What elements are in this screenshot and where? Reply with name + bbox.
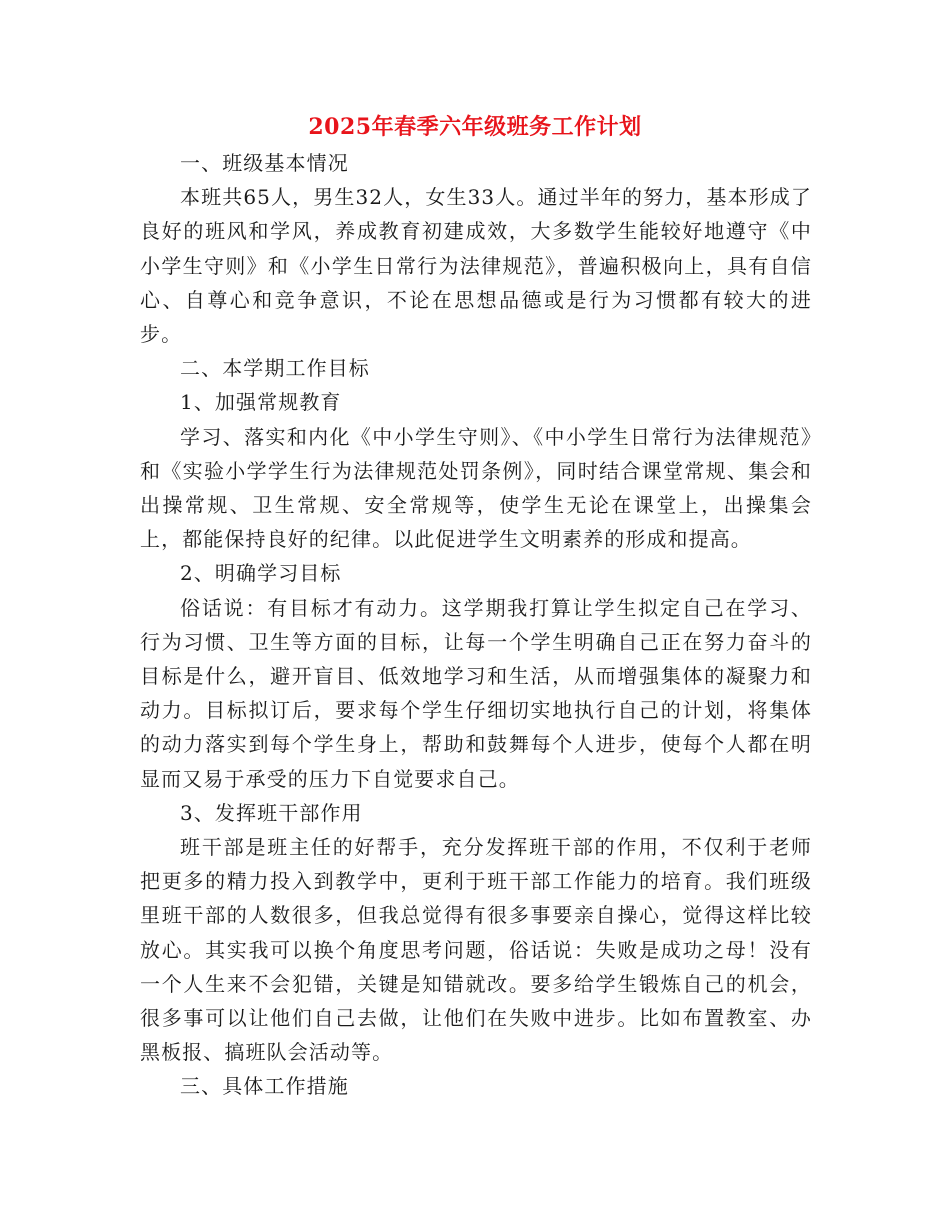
section-heading-class-situation: 一、班级基本情况 [180,151,349,175]
paragraph-routine-education: 学习、落实和内化《中小学生守则》、《中小学生日常行为法律规范》和《实验小学学生行为法律规范处罚条例》，同时结合课堂常规、集会和出操常规、卫生常规、安全常规等，使学生无论在课堂上，出操集会上，都能保持良好的纪律。以此促进学生文明素养的形成和提高。 [140,424,812,552]
paragraph-class-situation: 本班共65人，男生32人，女生33人。通过半年的努力，基本形成了良好的班风和学风，养成教育初建成效，大多数学生能较好地遵守《中小学生守则》和《小学生日常行为法律规范》，普遍积极向上，具有自信心、自尊心和竞争意识，不论在思想品德或是行为习惯都有较大的进步。 [140,185,812,347]
paragraph-learning-goals: 俗话说：有目标才有动力。这学期我打算让学生拟定自己在学习、行为习惯、卫生等方面的目标，让每一个学生明确自己正在努力奋斗的目标是什么，避开盲目、低效地学习和生活，从而增强集体的凝聚力和动力。目标拟订后，要求每个学生仔细切实地执行自己的计划，将集体的动力落实到每个学生身上，帮助和鼓舞每个人进步，使每个人都在明显而又易于承受的压力下自觉要求自己。 [140,595,812,791]
subheading-learning-goals: 2、明确学习目标 [180,561,342,586]
subheading-routine-education: 1、加强常规教育 [180,390,342,415]
subheading-class-cadres: 3、发挥班干部作用 [180,800,363,825]
document-body [140,146,812,1104]
paragraph-class-cadres: 班干部是班主任的好帮手，充分发挥班干部的作用，不仅利于老师把更多的精力投入到教学中，更利于班干部工作能力的培育。我们班级里班干部的人数很多，但我总觉得有很多事要亲自操心，觉得这样比较放心。其实我可以换个角度思考问题，俗话说：失败是成功之母！没有一个人生来不会犯错，关键是知错就改。要多给学生锻炼自己的机会，很多事可以让他们自己去做，让他们在失败中进步。比如布置教室、办黑板报、搞班队会活动等。 [140,835,812,1065]
section-heading-work-goals: 二、本学期工作目标 [180,356,370,381]
document-title: 2025年春季六年级班务工作计划 [308,114,642,140]
section-heading-measures: 三、具体工作措施 [180,1074,349,1099]
